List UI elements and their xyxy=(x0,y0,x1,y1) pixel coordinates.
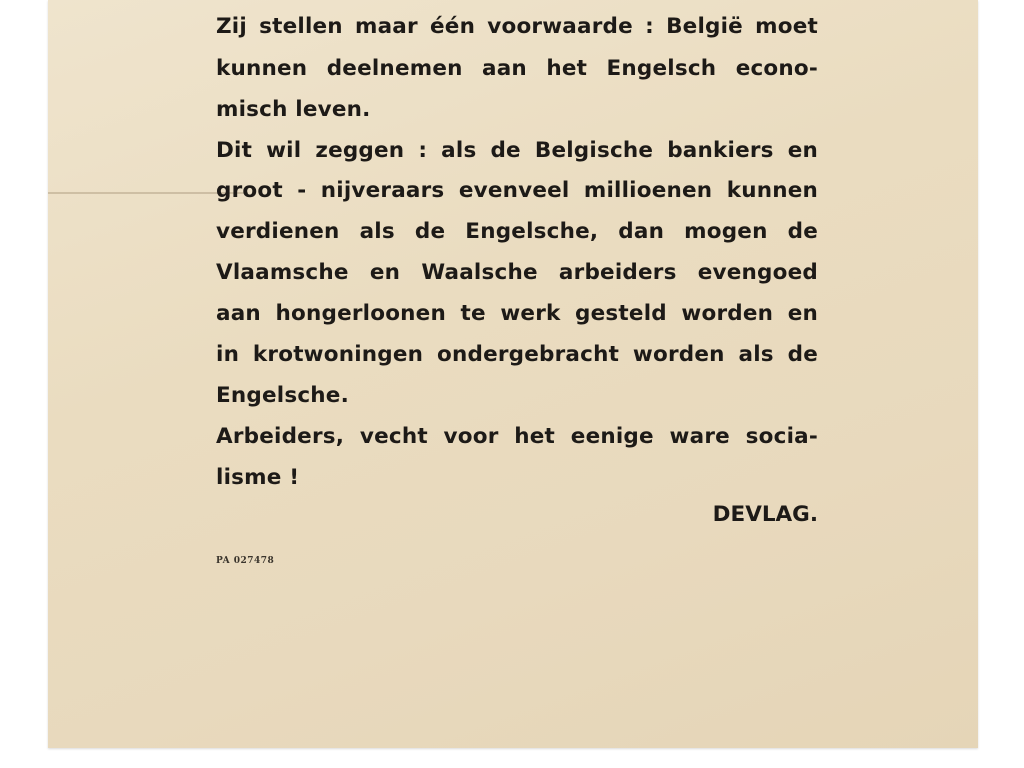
text-line: kunnen deelnemen aan het Engelsch econo- xyxy=(216,56,818,81)
text-line: misch leven. xyxy=(216,97,371,122)
text-line: aan hongerloonen te werk gesteld worden en xyxy=(216,301,818,326)
text-line: Engelsche. xyxy=(216,383,349,408)
print-code: PA 027478 xyxy=(216,556,275,566)
text-line: Vlaamsche en Waalsche arbeiders evengoed xyxy=(216,260,818,285)
text-line: Dit wil zeggen : als de Belgische bankiers en xyxy=(216,138,818,163)
text-line: in krotwoningen ondergebracht worden als de xyxy=(216,342,818,367)
signature: DEVLAG. xyxy=(712,502,818,527)
text-line: groot - nijveraars evenveel millioenen kunnen xyxy=(216,178,818,203)
text-line: Arbeiders, vecht voor het eenige ware socia- xyxy=(216,424,818,449)
text-line: lisme ! xyxy=(216,465,300,490)
text-line: verdienen als de Engelsche, dan mogen de xyxy=(216,219,818,244)
text-line: Zij stellen maar één voorwaarde : België moet xyxy=(216,14,818,39)
